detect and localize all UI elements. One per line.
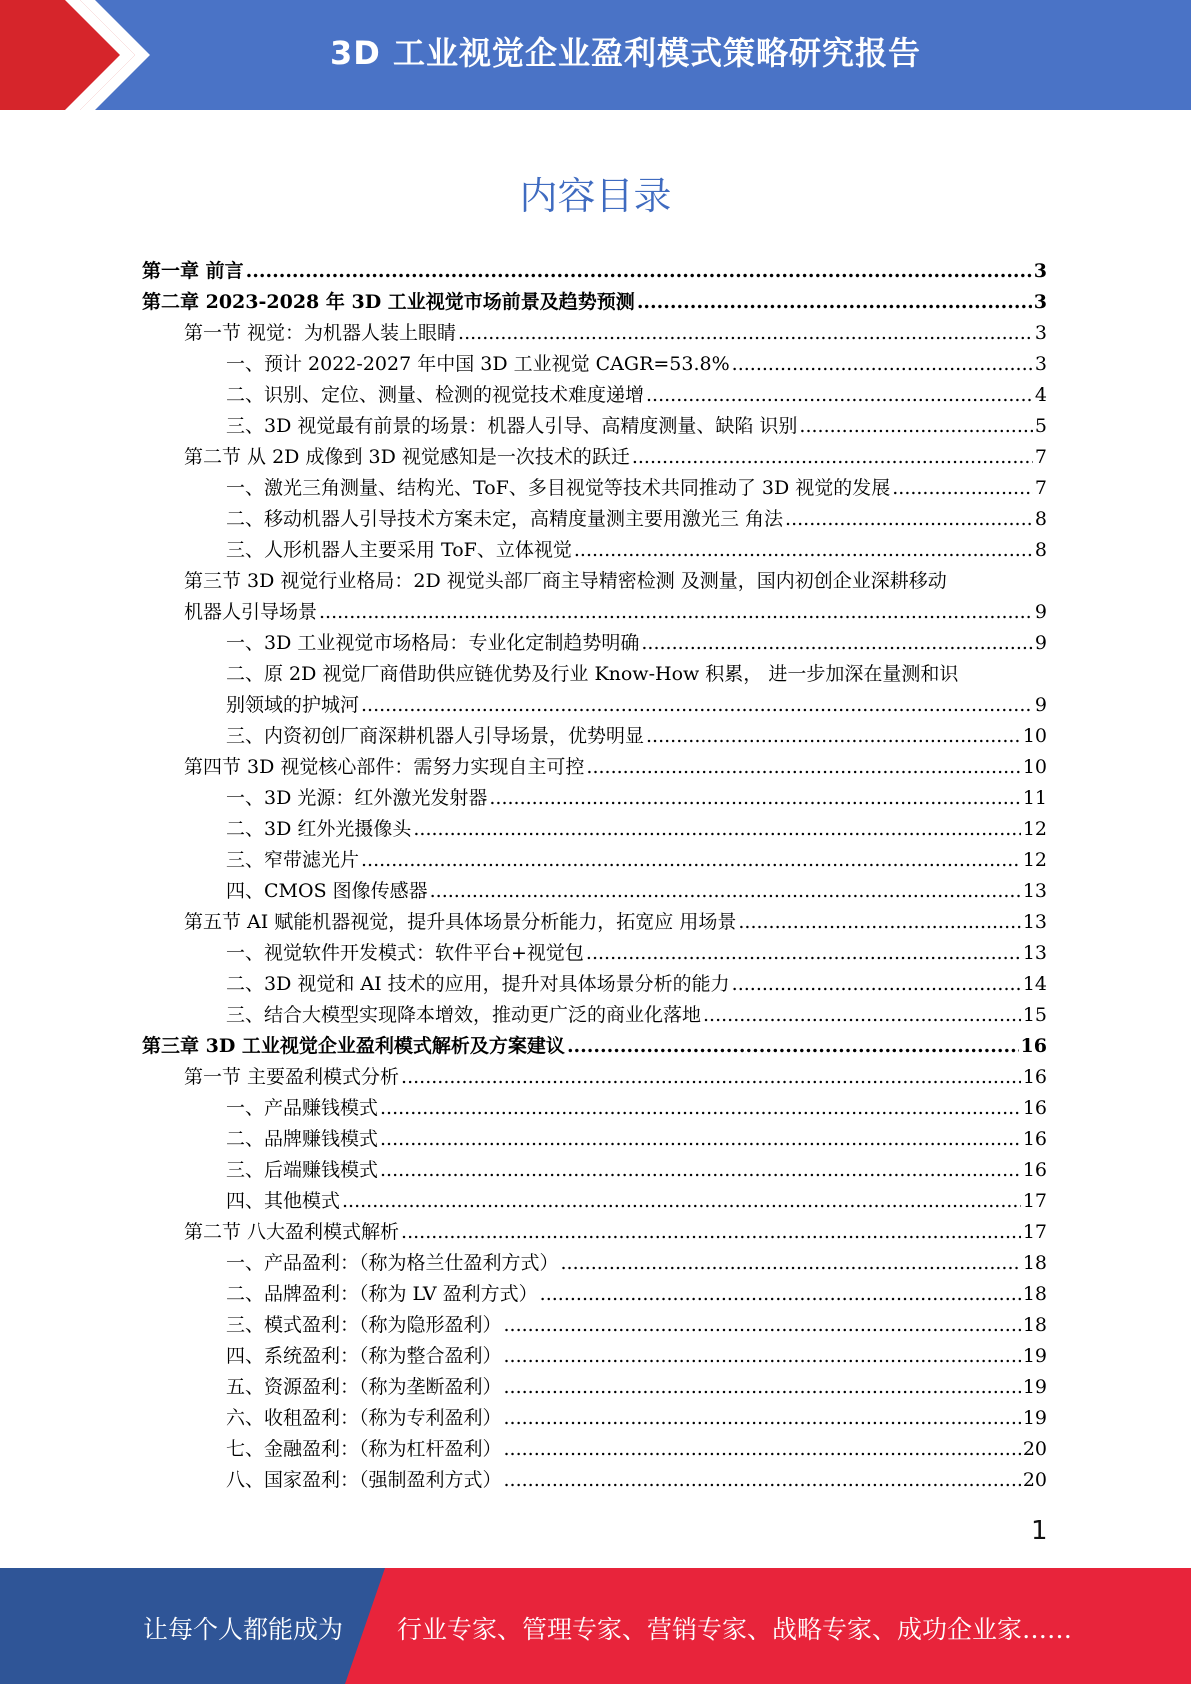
toc-page-number: 19 [1022, 1407, 1047, 1429]
toc-entry[interactable] [142, 752, 1047, 783]
toc-page-number: 3 [1033, 260, 1047, 282]
toc-leader-dots [632, 442, 1033, 473]
toc-entry-text: 三、窄带滤光片 [226, 849, 360, 871]
toc-entry-text: 第四节 3D 视觉核心部件：需努力实现自主可控 [184, 756, 585, 778]
toc-entry-text: 二、移动机器人引导技术方案未定，高精度量测主要用激光三 角法 [226, 508, 784, 530]
toc-page-number: 3 [1034, 353, 1047, 375]
toc-entry[interactable] [142, 1310, 1047, 1341]
toc-entry-text: 第三章 3D 工业视觉企业盈利模式解析及方案建议 [142, 1035, 565, 1057]
page-number: 1 [1031, 1516, 1048, 1546]
toc-entry-text: 五、资源盈利：（称为垄断盈利） [226, 1376, 502, 1398]
toc-entry[interactable] [142, 938, 1047, 969]
toc-page-number: 13 [1022, 880, 1047, 902]
toc-entry-text: 第一节 主要盈利模式分析 [184, 1066, 400, 1088]
toc-page-number: 8 [1034, 539, 1047, 561]
toc-leader-dots [380, 1093, 1021, 1124]
toc-entry[interactable] [142, 1341, 1047, 1372]
toc-page-number: 12 [1022, 849, 1047, 871]
table-of-contents [142, 256, 1047, 1496]
toc-entry[interactable] [142, 814, 1047, 845]
toc-entry-text: 第五节 AI 赋能机器视觉，提升具体场景分析能力，拓宽应 用场景 [184, 911, 737, 933]
toc-entry[interactable] [142, 1031, 1047, 1062]
toc-leader-dots [892, 473, 1033, 504]
toc-page-number: 8 [1034, 508, 1047, 530]
toc-page-number: 13 [1022, 911, 1047, 933]
toc-leader-dots [489, 783, 1020, 814]
toc-entry-text: 第二节 八大盈利模式解析 [184, 1221, 400, 1243]
toc-entry-text-continued: 别领域的护城河 [226, 694, 360, 716]
document-title: 3D 工业视觉企业盈利模式策略研究报告 [330, 34, 921, 72]
toc-leader-dots [586, 752, 1020, 783]
toc-leader-dots [799, 411, 1033, 442]
toc-entry[interactable] [142, 318, 1047, 349]
toc-entry-text: 二、识别、定位、测量、检测的视觉技术难度递增 [226, 384, 645, 406]
toc-entry-text: 第三节 3D 视觉行业格局：2D 视觉头部厂商主导精密检测 及测量，国内初创企业深耕移动 [184, 570, 947, 592]
toc-entry-text: 一、产品盈利：（称为格兰仕盈利方式） [226, 1252, 559, 1274]
toc-page-number: 15 [1022, 1004, 1047, 1026]
toc-leader-dots [380, 1124, 1021, 1155]
toc-leader-dots [641, 628, 1033, 659]
page-header [0, 0, 1191, 110]
toc-entry-text: 四、CMOS 图像传感器 [226, 880, 428, 902]
toc-entry-text: 二、3D 红外光摄像头 [226, 818, 412, 840]
toc-page-number: 9 [1034, 694, 1047, 716]
toc-entry[interactable] [142, 1279, 1047, 1310]
toc-leader-dots [540, 1279, 1021, 1310]
toc-page-number: 7 [1034, 446, 1047, 468]
toc-entry[interactable] [142, 566, 1047, 628]
toc-page-number: 11 [1022, 787, 1047, 809]
toc-entry[interactable] [142, 380, 1047, 411]
toc-entry-text: 二、3D 视觉和 AI 技术的应用，提升对具体场景分析的能力 [226, 973, 730, 995]
toc-page-number: 12 [1022, 818, 1047, 840]
toc-leader-dots [504, 1372, 1021, 1403]
toc-page-number: 18 [1022, 1283, 1047, 1305]
toc-entry-text: 一、3D 光源：红外激光发射器 [226, 787, 488, 809]
toc-entry-text: 三、内资初创厂商深耕机器人引导场景，优势明显 [226, 725, 645, 747]
toc-leader-dots [430, 876, 1021, 907]
toc-leader-dots [504, 1310, 1021, 1341]
toc-page-number: 9 [1034, 601, 1047, 623]
footer-slogan-left: 让每个人都能成为 [143, 1615, 344, 1644]
toc-entry-text: 二、品牌赚钱模式 [226, 1128, 379, 1150]
toc-page-number: 16 [1022, 1128, 1047, 1150]
toc-entry-text: 三、人形机器人主要采用 ToF、立体视觉 [226, 539, 572, 561]
toc-entry[interactable] [142, 1093, 1047, 1124]
toc-leader-dots [504, 1465, 1021, 1496]
toc-entry-text: 三、后端赚钱模式 [226, 1159, 379, 1181]
toc-entry-text: 一、产品赚钱模式 [226, 1097, 379, 1119]
toc-page-number: 3 [1033, 291, 1047, 313]
toc-leader-dots [732, 349, 1033, 380]
toc-entry[interactable] [142, 349, 1047, 380]
toc-leader-dots [703, 1000, 1021, 1031]
toc-leader-dots [504, 1403, 1021, 1434]
toc-entry[interactable] [142, 1217, 1047, 1248]
toc-leader-dots [342, 1186, 1021, 1217]
toc-page-number: 10 [1022, 756, 1047, 778]
toc-leader-dots [504, 1341, 1021, 1372]
toc-entry[interactable] [142, 256, 1047, 287]
toc-page-number: 13 [1022, 942, 1047, 964]
toc-entry[interactable] [142, 535, 1047, 566]
toc-page-number: 18 [1022, 1314, 1047, 1336]
toc-entry[interactable] [142, 1403, 1047, 1434]
toc-entry[interactable] [142, 1062, 1047, 1093]
toc-leader-dots [380, 1155, 1021, 1186]
toc-leader-dots [401, 1062, 1021, 1093]
page-footer [0, 1568, 1191, 1684]
toc-entry[interactable] [142, 907, 1047, 938]
toc-entry-text: 第二章 2023-2028 年 3D 工业视觉市场前景及趋势预测 [142, 291, 635, 313]
toc-entry-text: 一、预计 2022-2027 年中国 3D 工业视觉 CAGR=53.8% [226, 353, 730, 375]
toc-entry[interactable] [142, 659, 1047, 721]
toc-leader-dots [401, 1217, 1021, 1248]
toc-page-number: 7 [1034, 477, 1047, 499]
toc-entry[interactable] [142, 1186, 1047, 1217]
toc-page-number: 5 [1034, 415, 1047, 437]
toc-page-number: 20 [1022, 1469, 1047, 1491]
toc-entry[interactable] [142, 845, 1047, 876]
toc-entry-text: 四、系统盈利：（称为整合盈利） [226, 1345, 502, 1367]
toc-entry-text: 三、结合大模型实现降本增效，推动更广泛的商业化落地 [226, 1004, 702, 1026]
toc-leader-dots [646, 721, 1021, 752]
toc-entry-text: 四、其他模式 [226, 1190, 341, 1212]
toc-entry-text: 六、收租盈利：（称为专利盈利） [226, 1407, 502, 1429]
toc-page-number: 17 [1022, 1221, 1047, 1243]
toc-leader-dots [637, 287, 1032, 318]
toc-leader-dots [504, 1434, 1021, 1465]
toc-entry-text: 七、金融盈利：（称为杠杆盈利） [226, 1438, 502, 1460]
footer-slogan-right: 行业专家、管理专家、营销专家、战略专家、成功企业家…… [397, 1615, 1073, 1644]
toc-leader-dots [361, 690, 1033, 721]
toc-leader-dots [246, 256, 1032, 287]
toc-leader-dots [567, 1031, 1019, 1062]
toc-entry[interactable] [142, 1155, 1047, 1186]
toc-entry[interactable] [142, 1248, 1047, 1279]
toc-entry[interactable] [142, 1372, 1047, 1403]
toc-entry[interactable] [142, 721, 1047, 752]
toc-page-number: 16 [1022, 1159, 1047, 1181]
toc-leader-dots [738, 907, 1020, 938]
toc-entry-text: 第一章 前言 [142, 260, 244, 282]
toc-entry[interactable] [142, 1000, 1047, 1031]
toc-leader-dots [413, 814, 1020, 845]
toc-entry[interactable] [142, 411, 1047, 442]
toc-entry-text: 二、原 2D 视觉厂商借助供应链优势及行业 Know-How 积累， 进一步加深在量测和识 [226, 663, 959, 685]
toc-entry-text: 八、国家盈利：（强制盈利方式） [226, 1469, 502, 1491]
toc-entry[interactable] [142, 287, 1047, 318]
toc-page-number: 19 [1022, 1345, 1047, 1367]
toc-page-number: 14 [1022, 973, 1047, 995]
toc-leader-dots [732, 969, 1021, 1000]
toc-entry-text: 二、品牌盈利：（称为 LV 盈利方式） [226, 1283, 538, 1305]
toc-leader-dots [561, 1248, 1021, 1279]
toc-entry-text: 一、视觉软件开发模式：软件平台+视觉包 [226, 942, 584, 964]
toc-page-number: 17 [1022, 1190, 1047, 1212]
toc-leader-dots [361, 845, 1021, 876]
toc-entry[interactable] [142, 783, 1047, 814]
toc-entry[interactable] [142, 1465, 1047, 1496]
toc-leader-dots [458, 318, 1033, 349]
toc-entry[interactable] [142, 442, 1047, 473]
toc-heading: 内容目录 [519, 174, 672, 218]
toc-entry[interactable] [142, 1434, 1047, 1465]
toc-entry-text: 第二节 从 2D 成像到 3D 视觉感知是一次技术的跃迁 [184, 446, 630, 468]
toc-entry-text: 一、激光三角测量、结构光、ToF、多目视觉等技术共同推动了 3D 视觉的发展 [226, 477, 891, 499]
toc-leader-dots [785, 504, 1033, 535]
toc-page-number: 16 [1022, 1097, 1047, 1119]
toc-leader-dots [586, 938, 1021, 969]
toc-entry[interactable] [142, 504, 1047, 535]
toc-leader-dots [646, 380, 1033, 411]
toc-page-number: 9 [1034, 632, 1047, 654]
toc-entry[interactable] [142, 876, 1047, 907]
toc-page-number: 3 [1034, 322, 1047, 344]
toc-entry[interactable] [142, 969, 1047, 1000]
toc-entry-text-continued: 机器人引导场景 [184, 601, 318, 623]
toc-leader-dots [319, 597, 1033, 628]
toc-entry[interactable] [142, 473, 1047, 504]
toc-page-number: 19 [1022, 1376, 1047, 1398]
toc-page-number: 16 [1020, 1035, 1047, 1057]
toc-page-number: 10 [1022, 725, 1047, 747]
toc-entry-text: 第一节 视觉：为机器人装上眼睛 [184, 322, 457, 344]
toc-entry[interactable] [142, 1124, 1047, 1155]
toc-page-number: 16 [1022, 1066, 1047, 1088]
toc-entry-text: 三、3D 视觉最有前景的场景：机器人引导、高精度测量、缺陷 识别 [226, 415, 798, 437]
toc-entry[interactable] [142, 628, 1047, 659]
toc-entry-text: 三、模式盈利：（称为隐形盈利） [226, 1314, 502, 1336]
toc-entry-text: 一、3D 工业视觉市场格局：专业化定制趋势明确 [226, 632, 640, 654]
toc-leader-dots [574, 535, 1033, 566]
toc-page-number: 18 [1022, 1252, 1047, 1274]
toc-page-number: 4 [1034, 384, 1047, 406]
toc-page-number: 20 [1022, 1438, 1047, 1460]
